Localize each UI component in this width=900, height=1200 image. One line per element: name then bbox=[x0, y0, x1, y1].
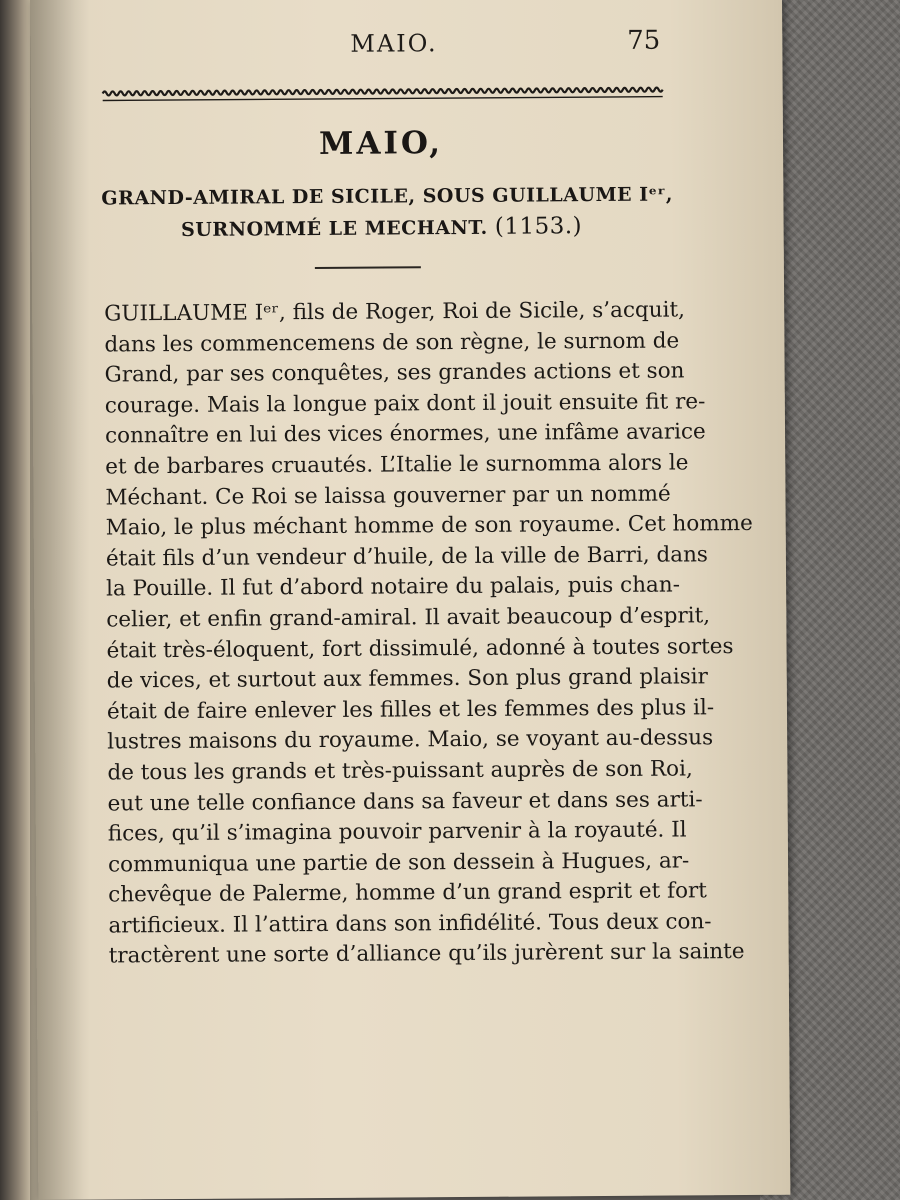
text-line: lustres maisons du royaume. Maio, se voyant au-dessus bbox=[107, 725, 714, 755]
text-line: et de barbares cruautés. L’Italie le surnomma alors le bbox=[105, 450, 689, 480]
text-line: tractèrent une sorte d’alliance qu’ils jurèrent sur la sainte bbox=[108, 939, 745, 969]
text-line: était de faire enlever les filles et les femmes des plus il- bbox=[106, 694, 715, 725]
text-line: la Pouille. Il fut d’abord notaire du palais, puis chan- bbox=[106, 572, 681, 602]
ornamental-wavy-rule bbox=[103, 84, 663, 104]
text-line: artificieux. Il l’attira dans son infidélité. Tous deux con- bbox=[108, 909, 712, 939]
page-number: 75 bbox=[627, 25, 661, 56]
text-line: connaître en lui des vices énormes, une infâme avarice bbox=[104, 419, 706, 449]
text-line: communiqua une partie de son dessein à Hugues, ar- bbox=[107, 848, 690, 878]
text-line: était fils d’un vendeur d’huile, de la ville de Barri, dans bbox=[105, 542, 709, 572]
text-line: courage. Mais la longue paix dont il jouit ensuite fit re- bbox=[104, 389, 706, 419]
text-line: était très-éloquent, fort dissimulé, adonné à toutes sortes bbox=[106, 633, 734, 664]
text-line: dans les commencemens de son règne, le surnom de bbox=[104, 328, 680, 358]
subtitle-date: (1153.) bbox=[494, 213, 583, 240]
text-line: Grand, par ses conquêtes, ses grandes actions et son bbox=[104, 358, 685, 388]
text-line: GUILLAUME Iᵉʳ, fils de Roger, Roi de Sicile, s’acquit, bbox=[104, 297, 686, 327]
text-line: de vices, et surtout aux femmes. Son plus grand plaisir bbox=[106, 664, 708, 694]
book-page bbox=[30, 0, 790, 1200]
text-line: de tous les grands et très-puissant auprès de son Roi, bbox=[107, 756, 693, 786]
chapter-subtitle-line-1: GRAND-AMIRAL DE SICILE, SOUS GUILLAUME Iᵉʳ, bbox=[101, 183, 674, 210]
running-head: MAIO. bbox=[350, 29, 438, 58]
text-line: Méchant. Ce Roi se laissa gouverner par un nommé bbox=[105, 481, 671, 511]
text-line: chevêque de Palerme, homme d’un grand esprit et fort bbox=[108, 878, 707, 908]
page-header bbox=[100, 26, 660, 70]
text-line: fices, qu’il s’imagina pouvoir parvenir à la royauté. Il bbox=[107, 817, 687, 847]
text-line: eut une telle confiance dans sa faveur et dans ses arti- bbox=[107, 786, 703, 816]
subtitle-epithet: SURNOMMÉ LE MECHANT. bbox=[181, 216, 488, 241]
text-line: Maio, le plus méchant homme de son royaume. Cet homme bbox=[105, 511, 753, 541]
text-line: celier, et enfin grand-amiral. Il avait beaucoup d’esprit, bbox=[106, 603, 711, 633]
chapter-title: MAIO, bbox=[318, 125, 444, 162]
chapter-subtitle-line-2 bbox=[102, 213, 662, 243]
section-divider bbox=[315, 266, 421, 269]
body-paragraph bbox=[104, 296, 753, 973]
